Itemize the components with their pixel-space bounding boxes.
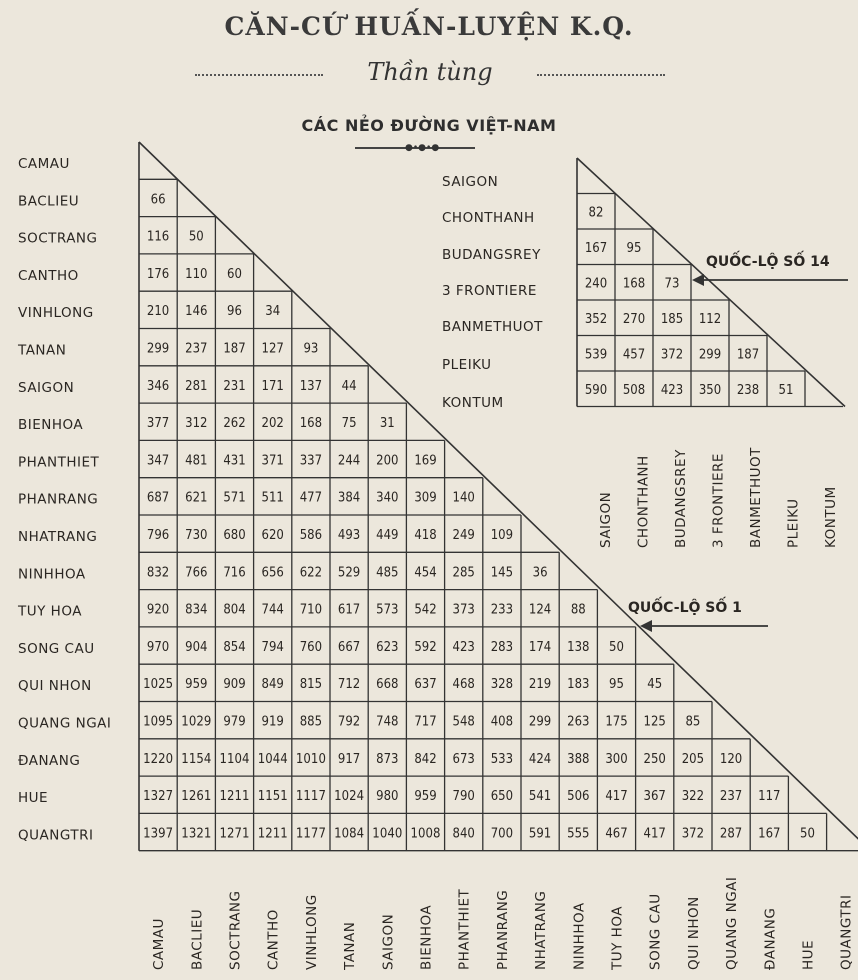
distance-cell: 285: [452, 565, 475, 581]
row-label: HUE: [18, 790, 49, 807]
distance-cell: 622: [299, 565, 323, 581]
route-label-ql14: QUỐC-LỘ SỐ 14: [706, 254, 830, 270]
column-label: TUY HOA: [609, 906, 626, 970]
sec-distance-cell: 352: [584, 312, 608, 327]
distance-cell: 623: [376, 639, 399, 655]
distance-cell: 959: [185, 677, 208, 693]
distance-heading: CÁC NẺO ĐƯỜNG VIỆT-NAM: [301, 116, 557, 135]
distance-cell: 373: [452, 602, 475, 618]
sec-column-label: BANMETHUOT: [748, 447, 764, 548]
distance-cell: 873: [376, 751, 399, 767]
column-label: QUANGTRI: [838, 894, 855, 970]
distance-cell: 202: [261, 416, 284, 432]
sec-row-label: PLEIKU: [442, 357, 492, 373]
sec-distance-cell: 539: [584, 347, 608, 363]
distance-cell: 555: [567, 826, 590, 842]
column-label: SONG CAU: [647, 893, 664, 970]
column-label: VINHLONG: [303, 894, 320, 970]
distance-cell: 1397: [143, 826, 174, 842]
distance-cell: 617: [337, 602, 361, 618]
distance-cell: 322: [681, 789, 705, 805]
distance-cell: 1040: [372, 826, 403, 842]
sec-distance-cell: 167: [584, 241, 608, 256]
sec-distance-cell: 112: [698, 312, 722, 327]
distance-cell: 673: [452, 751, 475, 767]
distance-cell: 744: [261, 602, 284, 618]
sec-row-label: BUDANGSREY: [442, 247, 541, 263]
distance-cell: 140: [452, 490, 475, 506]
distance-cell: 183: [567, 677, 590, 693]
distance-cell: 1029: [181, 714, 212, 730]
distance-cell: 346: [146, 378, 170, 394]
distance-cell: 367: [643, 789, 666, 805]
sec-distance-cell: 350: [698, 383, 722, 398]
sec-distance-cell: 238: [736, 383, 760, 398]
distance-cell: 668: [376, 677, 399, 693]
distance-cell: 125: [643, 714, 666, 730]
distance-cell: 667: [337, 639, 361, 655]
distance-cell: 485: [376, 565, 399, 581]
column-label: SAIGON: [380, 913, 397, 970]
distance-cell: 88: [570, 602, 586, 618]
column-label: BIENHOA: [418, 904, 435, 970]
distance-cell: 117: [758, 789, 781, 805]
row-label: ĐANANG: [18, 752, 81, 769]
row-label: SAIGON: [18, 379, 75, 396]
sec-column-label: BUDANGSREY: [673, 449, 689, 548]
distance-cell: 408: [490, 714, 514, 730]
distance-cell: 233: [490, 602, 514, 618]
row-label: TANAN: [18, 342, 67, 359]
distance-cell: 347: [146, 453, 170, 469]
distance-cell: 50: [188, 229, 204, 245]
row-label: PHANRANG: [18, 491, 99, 508]
distance-cell: 312: [185, 416, 208, 432]
sec-distance-cell: 168: [622, 276, 646, 292]
sec-distance-cell: 95: [626, 241, 642, 256]
distance-cell: 885: [299, 714, 323, 730]
distance-cell: 95: [609, 677, 624, 693]
distance-cell: 31: [379, 416, 395, 432]
distance-cell: 766: [185, 565, 208, 581]
distance-cell: 244: [337, 453, 361, 469]
distance-cell: 171: [261, 378, 284, 394]
row-label: TUY HOA: [18, 603, 82, 620]
sec-distance-cell: 51: [778, 383, 794, 398]
sec-diagonal-border: [577, 158, 845, 407]
column-label: TANAN: [342, 921, 359, 970]
row-label: NINHHOA: [18, 566, 86, 583]
sec-distance-cell: 270: [622, 312, 646, 327]
distance-cell: 1220: [143, 751, 174, 767]
distance-cell: 388: [567, 751, 590, 767]
row-label: NHATRANG: [18, 529, 98, 545]
distance-cell: 127: [261, 341, 284, 357]
distance-cell: 1010: [295, 751, 326, 767]
distance-cell: 511: [261, 490, 284, 506]
distance-cell: 700: [490, 826, 514, 842]
distance-cell: 1095: [143, 714, 174, 730]
distance-cell: 219: [528, 677, 552, 693]
distance-cell: 506: [567, 789, 590, 805]
distance-cell: 748: [376, 714, 399, 730]
distance-cell: 300: [605, 751, 628, 767]
distance-cell: 250: [643, 751, 666, 767]
distance-cell: 66: [150, 192, 166, 208]
distance-cell: 237: [185, 341, 208, 357]
sec-column-label: CHONTHANH: [635, 455, 652, 548]
column-label: BACLIEU: [189, 908, 206, 970]
row-label: QUI NHON: [18, 678, 92, 695]
distance-cell: 262: [223, 416, 246, 432]
sec-distance-cell: 372: [660, 347, 684, 363]
distance-cell: 760: [299, 639, 323, 655]
distance-cell: 168: [299, 416, 323, 432]
distance-cell: 263: [567, 714, 590, 730]
distance-cell: 1154: [181, 751, 212, 767]
distance-cell: 840: [452, 826, 475, 842]
sec-distance-cell: 590: [584, 383, 608, 398]
row-label: VINHLONG: [18, 305, 94, 322]
distance-cell: 1261: [181, 789, 212, 805]
row-label: SOCTRANG: [18, 230, 98, 247]
distance-cell: 145: [490, 565, 514, 581]
distance-cell: 287: [719, 826, 743, 842]
sec-distance-cell: 457: [622, 347, 646, 363]
distance-cell: 299: [146, 341, 170, 357]
distance-cell: 832: [146, 565, 170, 581]
distance-cell: 174: [528, 639, 552, 655]
route-label-ql1: QUỐC-LỘ SỐ 1: [628, 600, 742, 616]
distance-cell: 716: [223, 565, 246, 581]
distance-cell: 541: [528, 789, 552, 805]
sec-distance-cell: 185: [660, 312, 684, 327]
sec-row-label: 3 FRONTIERE: [442, 283, 537, 299]
distance-cell: 424: [528, 751, 552, 767]
row-label: CAMAU: [18, 156, 70, 172]
distance-cell: 842: [414, 751, 437, 767]
distance-cell: 1117: [295, 789, 326, 805]
sec-distance-cell: 73: [664, 276, 680, 292]
distance-cell: 75: [341, 416, 357, 432]
distance-cell: 371: [261, 453, 284, 469]
distance-cell: 1321: [181, 826, 212, 842]
distance-cell: 1211: [219, 789, 250, 805]
distance-cell: 237: [719, 789, 743, 805]
distance-cell: 1271: [219, 826, 250, 842]
distance-cell: 45: [647, 677, 663, 693]
distance-cell: 36: [532, 565, 548, 581]
distance-cell: 1177: [295, 826, 326, 842]
distance-cell: 980: [376, 789, 399, 805]
column-label: SOCTRANG: [227, 890, 244, 970]
distance-cell: 423: [452, 639, 475, 655]
distance-cell: 710: [299, 602, 323, 618]
distance-cell: 1151: [257, 789, 288, 805]
subtitle: Thần tùng: [367, 58, 493, 86]
distance-cell: 792: [337, 714, 361, 730]
sec-distance-cell: 82: [588, 205, 604, 221]
sec-column-label: SAIGON: [598, 491, 614, 548]
distance-cell: 175: [605, 714, 628, 730]
distance-cell: 1044: [257, 751, 288, 767]
sec-distance-cell: 299: [698, 347, 722, 363]
distance-cell: 210: [146, 304, 170, 320]
sec-distance-cell: 508: [622, 383, 646, 398]
distance-cell: 542: [414, 602, 437, 618]
distance-cell: 205: [681, 751, 705, 767]
column-label: NINHHOA: [571, 902, 588, 970]
distance-cell: 481: [185, 453, 208, 469]
column-label: QUI NHON: [685, 896, 702, 970]
ornament-flourish: ●•●•●: [405, 143, 440, 153]
distance-cell: 85: [685, 714, 701, 730]
column-label: NHATRANG: [533, 890, 550, 970]
row-label: SONG CAU: [18, 640, 95, 657]
distance-cell: 586: [299, 528, 323, 543]
distance-cell: 571: [223, 490, 246, 506]
distance-cell: 34: [265, 304, 281, 320]
distance-cell: 834: [185, 602, 208, 618]
distance-cell: 328: [490, 677, 514, 693]
distance-cell: 970: [146, 639, 170, 655]
column-label: PHANTHIET: [456, 888, 473, 970]
column-label: CAMAU: [151, 918, 168, 970]
row-label: CANTHO: [18, 267, 79, 284]
distance-cell: 468: [452, 677, 475, 693]
column-label: CANTHO: [265, 909, 282, 970]
distance-cell: 621: [185, 490, 208, 506]
distance-cell: 533: [490, 751, 514, 767]
distance-cell: 919: [261, 714, 284, 730]
distance-cell: 283: [490, 639, 514, 655]
distance-cell: 979: [223, 714, 246, 730]
distance-cell: 656: [261, 565, 284, 581]
distance-cell: 418: [414, 528, 437, 543]
distance-cell: 804: [223, 602, 246, 618]
distance-cell: 815: [299, 677, 323, 693]
distance-cell: 93: [303, 341, 319, 357]
distance-cell: 790: [452, 789, 475, 805]
distance-cell: 1084: [334, 826, 365, 842]
distance-cell: 1025: [143, 677, 174, 693]
distance-cell: 620: [261, 528, 284, 543]
distance-cell: 138: [567, 639, 590, 655]
distance-cell: 44: [341, 378, 357, 394]
distance-cell: 187: [223, 341, 246, 357]
distance-cell: 449: [376, 528, 399, 543]
sec-row-label: SAIGON: [442, 174, 499, 190]
distance-cell: 372: [681, 826, 705, 842]
distance-cell: 680: [223, 528, 246, 543]
sec-row-label: KONTUM: [442, 395, 504, 411]
distance-cell: 854: [223, 639, 246, 655]
sec-row-label: CHONTHANH: [442, 210, 535, 226]
distance-cell: 959: [414, 789, 437, 805]
distance-cell: 60: [227, 266, 242, 282]
distance-cell: 1008: [410, 826, 441, 842]
distance-cell: 167: [758, 826, 781, 842]
column-label: ĐANANG: [762, 907, 779, 970]
distance-cell: 120: [719, 751, 743, 767]
distance-cell: 712: [337, 677, 361, 693]
distance-cell: 337: [299, 453, 323, 469]
distance-cell: 96: [227, 304, 242, 320]
distance-cell: 467: [605, 826, 628, 842]
distance-cell: 200: [376, 453, 399, 469]
distance-cell: 592: [414, 639, 437, 655]
distance-cell: 109: [490, 528, 514, 543]
distance-cell: 340: [376, 490, 399, 506]
row-label: QUANG NGAI: [18, 715, 112, 732]
distance-cell: 477: [299, 490, 323, 506]
column-label: HUE: [800, 939, 817, 970]
distance-cell: 1211: [257, 826, 288, 842]
column-label: PHANRANG: [494, 889, 511, 970]
distance-cell: 529: [337, 565, 361, 581]
sec-row-label: BANMETHUOT: [442, 319, 543, 335]
distance-cell: 1104: [219, 751, 250, 767]
distance-cell: 377: [146, 416, 170, 432]
distance-cell: 124: [528, 602, 552, 618]
distance-cell: 1024: [334, 789, 365, 805]
distance-cell: 904: [185, 639, 208, 655]
distance-cell: 650: [490, 789, 514, 805]
distance-cell: 231: [223, 378, 246, 394]
distance-cell: 384: [337, 490, 361, 506]
distance-cell: 110: [185, 266, 208, 282]
arrow-left-icon: [692, 274, 704, 286]
distance-cell: 794: [261, 639, 284, 655]
distance-cell: 281: [185, 378, 208, 394]
distance-cell: 730: [185, 528, 208, 543]
distance-cell: 1327: [143, 789, 174, 805]
distance-cell: 454: [414, 565, 437, 581]
distance-cell: 146: [185, 304, 208, 320]
distance-cell: 687: [146, 490, 170, 506]
distance-cell: 717: [414, 714, 437, 730]
distance-cell: 309: [414, 490, 437, 506]
distance-cell: 796: [146, 528, 170, 543]
distance-cell: 50: [800, 826, 815, 842]
distance-cell: 591: [528, 826, 552, 842]
distance-cell: 137: [299, 378, 323, 394]
distance-cell: 573: [376, 602, 399, 618]
distance-cell: 849: [261, 677, 284, 693]
row-label: QUANGTRI: [18, 827, 94, 844]
row-label: BACLIEU: [18, 193, 80, 210]
distance-cell: 417: [643, 826, 666, 842]
sec-distance-cell: 423: [660, 383, 684, 398]
distance-cell: 917: [337, 751, 361, 767]
sec-column-label: 3 FRONTIERE: [710, 453, 727, 548]
sec-column-label: PLEIKU: [785, 498, 802, 548]
distance-cell: 920: [146, 602, 170, 618]
sec-column-label: KONTUM: [823, 486, 839, 548]
distance-cell: 116: [146, 229, 170, 245]
distance-cell: 299: [528, 714, 552, 730]
sec-distance-cell: 187: [736, 347, 760, 363]
distance-cell: 176: [146, 266, 170, 282]
distance-cell: 909: [223, 677, 246, 693]
distance-cell: 493: [337, 528, 361, 543]
document-title: CĂN-CỨ HUẤN-LUYỆN K.Q.: [224, 12, 634, 41]
distance-cell: 431: [223, 453, 246, 469]
sec-distance-cell: 240: [584, 276, 608, 292]
distance-cell: 169: [414, 453, 437, 469]
column-label: QUANG NGAI: [724, 876, 741, 970]
row-label: PHANTHIET: [18, 454, 100, 471]
distance-cell: 249: [452, 528, 475, 543]
distance-cell: 417: [605, 789, 628, 805]
distance-cell: 50: [609, 639, 624, 655]
row-label: BIENHOA: [18, 417, 84, 434]
distance-cell: 548: [452, 714, 475, 730]
distance-cell: 637: [414, 677, 437, 693]
